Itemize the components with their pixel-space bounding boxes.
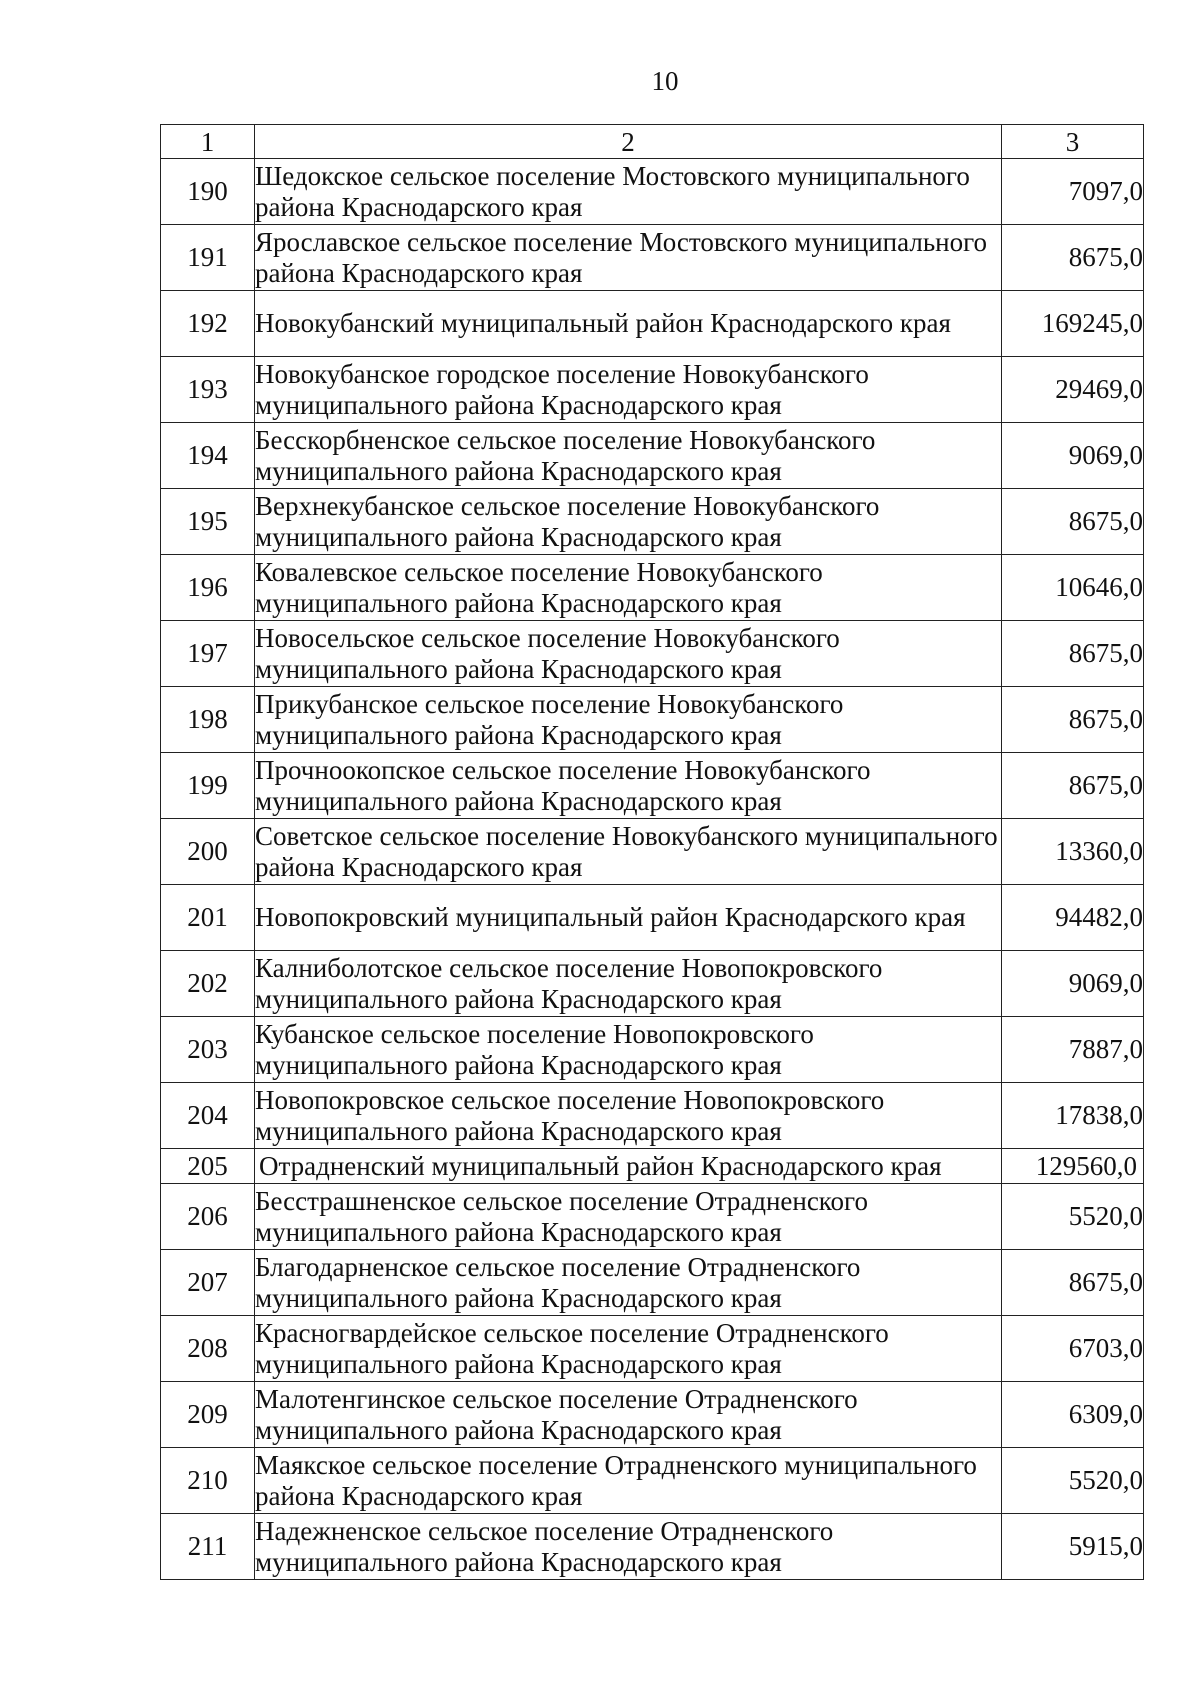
row-number: 190: [161, 159, 255, 225]
row-value: 5520,0: [1002, 1448, 1144, 1514]
row-number: 200: [161, 819, 255, 885]
row-number: 191: [161, 225, 255, 291]
row-name: Бесстрашненское сельское поселение Отрадненского муниципального района Краснодарского края: [255, 1184, 1002, 1250]
row-name: Прочноокопское сельское поселение Новокубанского муниципального района Краснодарского края: [255, 753, 1002, 819]
table-row: [161, 555, 1144, 621]
row-number: 207: [161, 1250, 255, 1316]
row-name: Советское сельское поселение Новокубанского муниципального района Краснодарского края: [255, 819, 1002, 885]
table-row: [161, 1083, 1144, 1149]
row-number: 211: [161, 1514, 255, 1580]
row-value: 8675,0: [1002, 489, 1144, 555]
page-number: 10: [651, 66, 679, 96]
row-name: Красногвардейское сельское поселение Отрадненского муниципального района Краснодарского края: [255, 1316, 1002, 1382]
row-value: 9069,0: [1002, 951, 1144, 1017]
row-number: 210: [161, 1448, 255, 1514]
row-name: Отрадненский муниципальный район Краснодарского края: [255, 1149, 1002, 1184]
table-row: [161, 819, 1144, 885]
table-row: [161, 423, 1144, 489]
row-value: 94482,0: [1002, 885, 1144, 951]
table-row: [161, 291, 1144, 357]
table-row: [161, 225, 1144, 291]
data-table: [160, 124, 1144, 1580]
row-name: Бесскорбненское сельское поселение Новокубанского муниципального района Краснодарского края: [255, 423, 1002, 489]
row-value: 8675,0: [1002, 753, 1144, 819]
column-header-value: 3: [1002, 125, 1144, 159]
table-row: [161, 357, 1144, 423]
row-name: Шедокское сельское поселение Мостовского муниципального района Краснодарского края: [255, 159, 1002, 225]
row-name: Маякское сельское поселение Отрадненского муниципального района Краснодарского края: [255, 1448, 1002, 1514]
row-name: Калниболотское сельское поселение Новопокровского муниципального района Краснодарского края: [255, 951, 1002, 1017]
table-row: [161, 885, 1144, 951]
row-name: Новопокровский муниципальный район Краснодарского края: [255, 885, 1002, 951]
table-row: [161, 159, 1144, 225]
row-number: 198: [161, 687, 255, 753]
row-number: 209: [161, 1382, 255, 1448]
row-value: 9069,0: [1002, 423, 1144, 489]
column-header-name: 2: [255, 125, 1002, 159]
table-row: [161, 753, 1144, 819]
row-number: 204: [161, 1083, 255, 1149]
row-number: 201: [161, 885, 255, 951]
table-row: [161, 1514, 1144, 1580]
row-value: 8675,0: [1002, 621, 1144, 687]
row-name: Малотенгинское сельское поселение Отрадненского муниципального района Краснодарского края: [255, 1382, 1002, 1448]
table-row: [161, 1149, 1144, 1184]
row-value: 8675,0: [1002, 225, 1144, 291]
row-name: Кубанское сельское поселение Новопокровского муниципального района Краснодарского края: [255, 1017, 1002, 1083]
row-value: 7097,0: [1002, 159, 1144, 225]
table-row: [161, 621, 1144, 687]
row-value: 8675,0: [1002, 1250, 1144, 1316]
row-value: 10646,0: [1002, 555, 1144, 621]
row-number: 208: [161, 1316, 255, 1382]
row-name: Новокубанское городское поселение Новокубанского муниципального района Краснодарского края: [255, 357, 1002, 423]
table-row: [161, 1316, 1144, 1382]
row-name: Верхнекубанское сельское поселение Новокубанского муниципального района Краснодарского края: [255, 489, 1002, 555]
row-value: 129560,0: [1002, 1149, 1144, 1184]
row-number: 203: [161, 1017, 255, 1083]
row-value: 8675,0: [1002, 687, 1144, 753]
row-value: 169245,0: [1002, 291, 1144, 357]
table-row: [161, 951, 1144, 1017]
row-number: 197: [161, 621, 255, 687]
row-value: 6309,0: [1002, 1382, 1144, 1448]
row-number: 206: [161, 1184, 255, 1250]
row-value: 13360,0: [1002, 819, 1144, 885]
row-number: 196: [161, 555, 255, 621]
row-number: 205: [161, 1149, 255, 1184]
row-value: 17838,0: [1002, 1083, 1144, 1149]
row-value: 6703,0: [1002, 1316, 1144, 1382]
row-name: Прикубанское сельское поселение Новокубанского муниципального района Краснодарского края: [255, 687, 1002, 753]
row-name: Ярославское сельское поселение Мостовского муниципального района Краснодарского края: [255, 225, 1002, 291]
row-name: Новокубанский муниципальный район Краснодарского края: [255, 291, 1002, 357]
row-number: 192: [161, 291, 255, 357]
table-row: [161, 687, 1144, 753]
row-name: Новопокровское сельское поселение Новопокровского муниципального района Краснодарского края: [255, 1083, 1002, 1149]
table-row: [161, 1017, 1144, 1083]
table-row: [161, 489, 1144, 555]
row-value: 5520,0: [1002, 1184, 1144, 1250]
row-value: 7887,0: [1002, 1017, 1144, 1083]
table-header-row: [161, 125, 1144, 159]
row-number: 195: [161, 489, 255, 555]
column-header-number: 1: [161, 125, 255, 159]
row-number: 199: [161, 753, 255, 819]
row-value: 29469,0: [1002, 357, 1144, 423]
row-name: Благодарненское сельское поселение Отрадненского муниципального района Краснодарского края: [255, 1250, 1002, 1316]
row-number: 202: [161, 951, 255, 1017]
row-name: Надежненское сельское поселение Отрадненского муниципального района Краснодарского края: [255, 1514, 1002, 1580]
row-number: 193: [161, 357, 255, 423]
table-row: [161, 1250, 1144, 1316]
table-row: [161, 1448, 1144, 1514]
row-value: 5915,0: [1002, 1514, 1144, 1580]
row-name: Ковалевское сельское поселение Новокубанского муниципального района Краснодарского края: [255, 555, 1002, 621]
row-number: 194: [161, 423, 255, 489]
table-row: [161, 1382, 1144, 1448]
row-name: Новосельское сельское поселение Новокубанского муниципального района Краснодарского края: [255, 621, 1002, 687]
table-row: [161, 1184, 1144, 1250]
